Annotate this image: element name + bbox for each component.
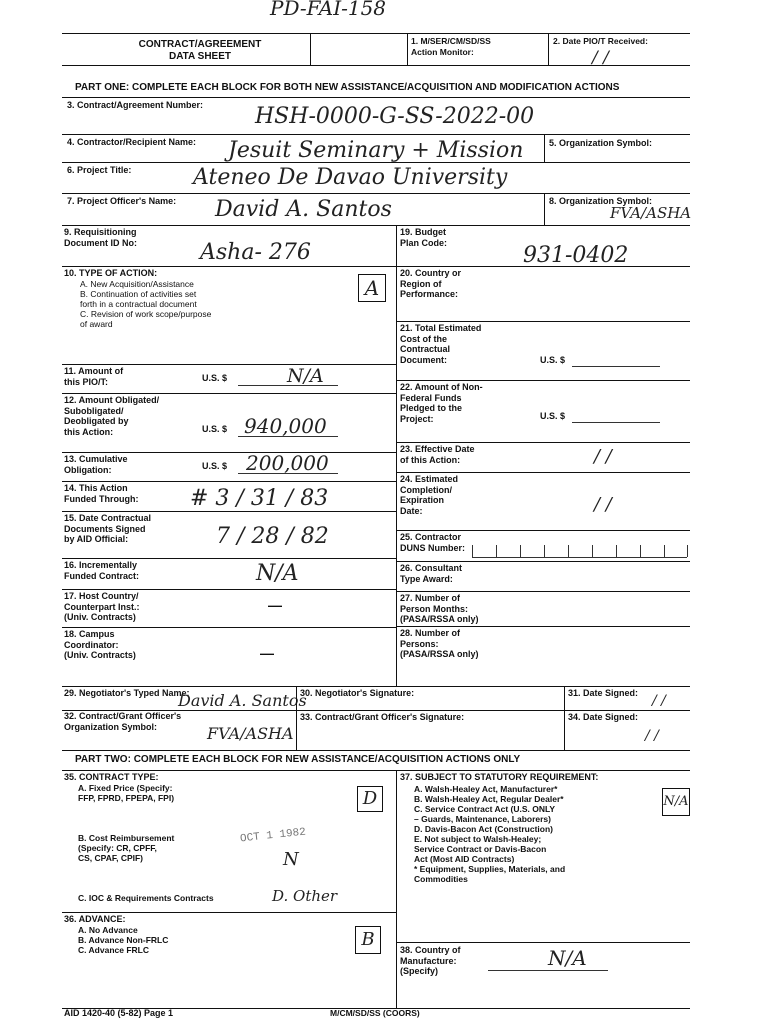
b11-value: N/A	[287, 365, 324, 387]
rule	[62, 393, 396, 394]
rule	[62, 266, 396, 267]
rule	[396, 442, 690, 443]
b31-label: 31. Date Signed:	[568, 688, 639, 698]
rule	[62, 558, 396, 559]
b14-value: # 3 / 31 / 83	[190, 486, 329, 511]
form-id: AID 1420-40 (5-82) Page 1	[64, 1008, 174, 1018]
header-bottom-rule	[62, 65, 690, 66]
b29-label: 29. Negotiator's Typed Name:	[64, 688, 190, 698]
column-divider	[396, 770, 397, 1008]
b11-label: 11. Amount of this PIO/T:	[64, 366, 124, 387]
b22-currency: U.S. $	[540, 411, 566, 421]
b24-value: / /	[594, 494, 612, 515]
b21-underline	[572, 366, 660, 367]
b6-label: 6. Project Title:	[67, 165, 132, 175]
rule	[396, 321, 690, 322]
rule	[62, 364, 396, 365]
rule	[62, 162, 690, 163]
b9-label: 9. Requisitioning Document ID No:	[64, 227, 137, 248]
b10-label: 10. TYPE OF ACTION:	[64, 268, 158, 278]
b21-currency: U.S. $	[540, 355, 566, 365]
b11-currency: U.S. $	[202, 373, 228, 383]
b12-value: 940,000	[244, 414, 327, 438]
b38-underline	[488, 970, 608, 971]
b19-value: 931-0402	[523, 243, 629, 268]
b35-other: D. Other	[272, 887, 338, 905]
b32-label: 32. Contract/Grant Officer's Organization Symbol:	[64, 711, 182, 732]
b19-label: 19. Budget Plan Code:	[400, 227, 448, 248]
b8-label: 8. Organization Symbol:	[549, 196, 653, 206]
b9-value: Asha- 276	[200, 240, 311, 265]
header-top-rule	[62, 33, 690, 34]
part-one-heading: PART ONE: COMPLETE EACH BLOCK FOR BOTH NEW ASSISTANCE/ACQUISITION AND MODIFICATION ACTIONS	[75, 82, 620, 93]
divider	[544, 193, 545, 225]
b32-value: FVA/ASHA	[207, 724, 294, 743]
b37-options: A. Walsh-Healey Act, Manufacturer* B. Walsh-Healey Act, Regular Dealer* C. Service Contract Act (U.S. ONLY – Guards, Maintenance, Laborers) D. Davis-Bacon Act (Construction) E. Not subject to Walsh-Healey; Service Contract or Davis-Bacon Act (Most AID Contracts) * Equipment, Supplies, Materials, and Commodities	[414, 784, 566, 884]
b13-currency: U.S. $	[202, 461, 228, 471]
divider	[407, 33, 408, 65]
rule	[396, 561, 690, 562]
rule	[62, 686, 690, 687]
b3-value: HSH-0000-G-SS-2022-00	[255, 104, 535, 129]
b35-value-box: D	[357, 786, 383, 812]
b36-options: A. No Advance B. Advance Non-FRLC C. Advance FRLC	[78, 925, 169, 955]
rule	[62, 770, 690, 771]
rule	[396, 626, 690, 627]
rule	[396, 266, 690, 267]
b7-value: David A. Santos	[215, 197, 392, 222]
b7-label: 7. Project Officer's Name:	[67, 196, 177, 206]
b27-label: 27. Number of Person Months: (PASA/RSSA only)	[400, 593, 479, 624]
rule	[62, 511, 396, 512]
divider	[548, 33, 549, 65]
rule	[396, 380, 690, 381]
rule	[62, 627, 396, 628]
b35-options: A. Fixed Price (Specify: FFP, FPRD, FPEPA, FPI) B. Cost Reimbursement (Specify: CR, CPFF, CS, CPAF, CPIF) C. IOC & Requirements Contracts	[78, 783, 214, 903]
b35-label: 35. CONTRACT TYPE:	[64, 772, 159, 782]
b37-value-box: N/A	[662, 788, 690, 816]
divider	[310, 33, 311, 65]
b36-label: 36. ADVANCE:	[64, 914, 126, 924]
rule	[396, 472, 690, 473]
b18-label: 18. Campus Coordinator: (Univ. Contracts)	[64, 629, 136, 660]
column-divider	[396, 225, 397, 686]
b21-label: 21. Total Estimated Cost of the Contractual Document:	[400, 323, 482, 365]
b30-label: 30. Negotiator's Signature:	[300, 688, 415, 698]
b28-label: 28. Number of Persons: (PASA/RSSA only)	[400, 628, 479, 659]
b23-label: 23. Effective Date of this Action:	[400, 444, 475, 465]
divider	[296, 686, 297, 750]
rule	[396, 942, 690, 943]
b24-label: 24. Estimated Completion/ Expiration Date:	[400, 474, 459, 516]
b15-value: 7 / 28 / 82	[216, 524, 329, 549]
b22-label: 22. Amount of Non- Federal Funds Pledged to the Project:	[400, 382, 483, 424]
b5-label: 5. Organization Symbol:	[549, 138, 653, 148]
block-2-label: 2. Date PIO/T Received:	[553, 36, 648, 46]
b38-label: 38. Country of Manufacture: (Specify)	[400, 945, 461, 976]
b17-label: 17. Host Country/ Counterpart Inst.: (Univ. Contracts)	[64, 591, 140, 622]
part-two-heading: PART TWO: COMPLETE EACH BLOCK FOR NEW ASSISTANCE/ACQUISITION ACTIONS ONLY	[75, 754, 521, 765]
divider	[564, 686, 565, 750]
received-stamp-initial: N	[283, 849, 299, 870]
rule	[62, 97, 690, 98]
b8-value: FVA/ASHA	[610, 204, 692, 222]
rule	[62, 134, 690, 135]
b15-label: 15. Date Contractual Documents Signed by AID Official:	[64, 513, 152, 544]
document-number: PD-FAI-158	[270, 0, 387, 20]
block-2-value: / /	[592, 48, 609, 68]
b22-underline	[572, 422, 660, 423]
rule	[62, 481, 396, 482]
rule	[62, 589, 396, 590]
b13-label: 13. Cumulative Obligation:	[64, 454, 128, 475]
rule	[62, 750, 690, 751]
b29-value: David A. Santos	[178, 691, 307, 710]
rule	[396, 530, 690, 531]
b33-label: 33. Contract/Grant Officer's Signature:	[300, 712, 465, 722]
b38-value: N/A	[548, 946, 587, 970]
b12-currency: U.S. $	[202, 424, 228, 434]
b4-value: Jesuit Seminary + Mission	[228, 138, 524, 163]
b20-label: 20. Country or Region of Performance:	[400, 268, 462, 299]
rule	[62, 452, 396, 453]
b12-label: 12. Amount Obligated/ Subobligated/ Deobligated by this Action:	[64, 395, 160, 437]
received-stamp-date: OCT 1 1982	[239, 826, 307, 846]
b10-options: A. New Acquisition/Assistance B. Continuation of activities set forth in a contractual document C. Revision of work scope/purpose of award	[80, 279, 212, 329]
b26-label: 26. Consultant Type Award:	[400, 563, 463, 584]
form-title: CONTRACT/AGREEMENT DATA SHEET	[138, 39, 262, 62]
b13-value: 200,000	[246, 451, 329, 475]
b37-label: 37. SUBJECT TO STATUTORY REQUIREMENT:	[400, 772, 599, 782]
rule	[396, 591, 690, 592]
rule	[62, 225, 690, 226]
b18-value: —	[260, 645, 274, 661]
b16-label: 16. Incrementally Funded Contract:	[64, 560, 139, 581]
b16-value: N/A	[256, 561, 299, 586]
b4-label: 4. Contractor/Recipient Name:	[67, 137, 197, 147]
b34-label: 34. Date Signed:	[568, 712, 639, 722]
b31-value: / /	[652, 693, 666, 709]
b10-value-box: A	[358, 274, 386, 302]
b3-label: 3. Contract/Agreement Number:	[67, 100, 204, 110]
divider	[544, 134, 545, 162]
b14-label: 14. This Action Funded Through:	[64, 483, 139, 504]
office-code: M/CM/SD/SS (COORS)	[330, 1008, 420, 1018]
b23-value: / /	[594, 446, 612, 467]
b36-value-box: B	[355, 926, 381, 954]
b6-value: Ateneo De Davao University	[193, 165, 508, 190]
rule	[62, 912, 396, 913]
b34-value: / /	[645, 728, 659, 744]
b25-label: 25. Contractor DUNS Number:	[400, 532, 466, 553]
b17-value: —	[268, 597, 282, 613]
block-1-label: 1. M/SER/CM/SD/SS Action Monitor:	[411, 36, 491, 57]
rule	[62, 193, 690, 194]
